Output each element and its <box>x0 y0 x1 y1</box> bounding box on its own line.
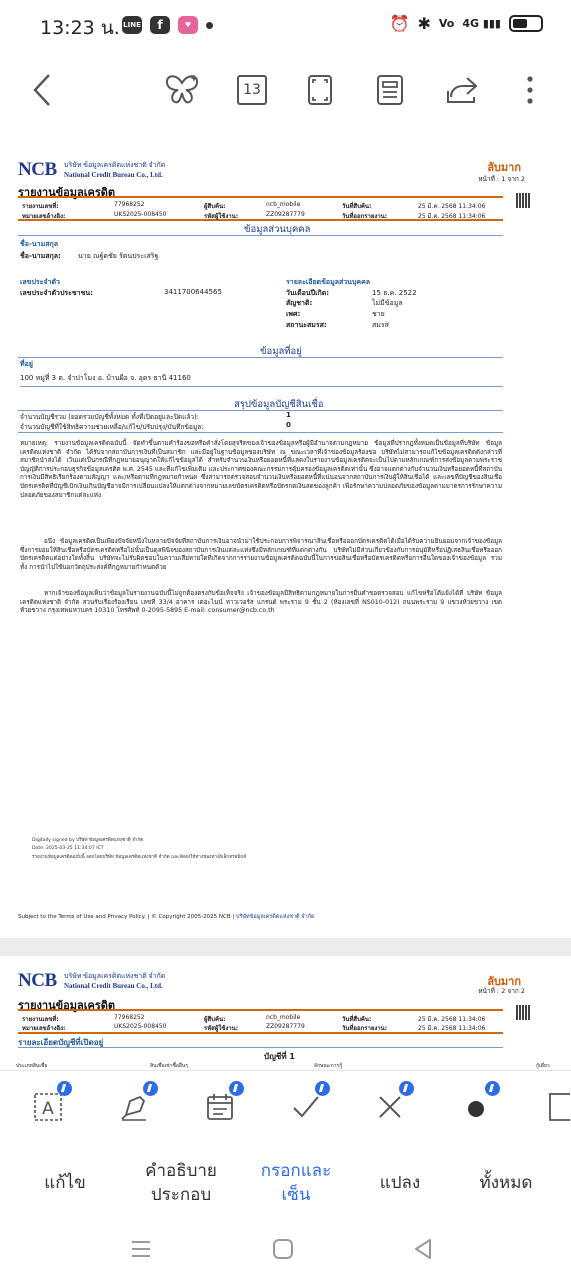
status-bar <box>0 0 571 52</box>
report-title: รายงานข้อมูลเครดิต <box>18 999 116 1012</box>
inquiry-date: 25 มี.ค. 2568 11:34:06 <box>418 1016 486 1023</box>
member-label: รหัสผู้ใช้งาน: <box>204 213 239 220</box>
annotation-toolbar <box>0 1070 571 1146</box>
confidential-label: ลับมาก <box>487 975 521 988</box>
barcode-icon <box>516 1005 531 1020</box>
inquiry-date: 25 มี.ค. 2568 11:34:06 <box>418 203 486 210</box>
cross-icon <box>376 1093 404 1121</box>
ref-label: หมายเลขอ้างอิง: <box>22 213 66 220</box>
line-app-icon: LINE <box>122 16 142 34</box>
back-button[interactable] <box>22 70 62 110</box>
member-label: รหัสผู้ใช้งาน: <box>204 1025 239 1032</box>
member-code: ZZ09287779 <box>266 1023 305 1030</box>
name-label: ชื่อ-นามสกุล: <box>20 252 61 260</box>
pdf-page-1 <box>0 130 571 938</box>
confidential-label: ลับมาก <box>487 161 521 174</box>
notification-icons <box>122 16 213 34</box>
premium-badge-icon <box>399 1081 414 1096</box>
inquirer-label: ผู้สืบค้น: <box>204 203 226 210</box>
tab-annotate[interactable]: คำอธิบาย ประกอบ <box>145 1161 217 1205</box>
triangle-back-icon <box>408 1234 438 1264</box>
facebook-app-icon: f <box>150 16 170 34</box>
premium-badge-icon <box>143 1081 158 1096</box>
dot-tool[interactable] <box>456 1087 496 1127</box>
inquiry-date-label: วันที่สืบค้น: <box>342 1016 372 1023</box>
personal-detail-heading: รายละเอียดข้อมูลส่วนบุคคล <box>286 278 371 286</box>
system-nav-bar <box>0 1220 571 1280</box>
partial-rectangle-icon <box>540 1092 570 1122</box>
report-no: 77968252 <box>114 1014 145 1021</box>
premium-badge-icon <box>229 1081 244 1096</box>
id-value: 3411700644565 <box>164 288 222 296</box>
birth-label: วันเดือนปีเกิด: <box>286 289 330 297</box>
report-date-label: วันที่ออกรายงาน: <box>342 213 388 220</box>
digital-signature-date: Date: 2025-03-25 11:34:07 ICT <box>32 846 104 851</box>
ncb-logo: NCB <box>18 970 57 991</box>
ai-assistant-button[interactable] <box>160 70 204 110</box>
page-number-label: หน้าที่ : 1 จาก 2 <box>478 175 525 183</box>
butterfly-icon <box>164 73 200 107</box>
section-divider <box>18 235 503 236</box>
volte-icon: Vo <box>438 17 455 30</box>
gender-value: ชาย <box>372 310 385 318</box>
tab-all[interactable]: ทั้งหมด <box>479 1173 533 1193</box>
disclaimer-paragraph-1: หมายเหตุ: รายงานข้อมูลเครดิตฉบับนี้ จัดทำขึ้นตามคำร้องขอหรือคำสั่งโดยสุจริตของเจ้าของข้อมูลหรือผู้มีอำนาจตามกฎหมาย ข้อมูลที่ปรากฏทั้งหมดเป็นข้อมูลที่บริษัท ข้อมูลเครดิตแห่งชาติ จำกัด ได้รับจากสถาบันการเงินที่เป็นสมาชิก และมีอยู่ในฐานข้อมูลของบริษัท ณ ขณะเวลาที่เจ้าของข้อมูลร้องขอ บริษัทไม่สามารถแก้ไขข้อมูลเครดิตดังกล่าวที่สมาชิกนำส่งได้ เว้นแต่เป็นกรณีที่กฎหมายอนุญาตให้แก้ไขข้อมูลได้ สำหรับจำนวนเงินหรือยอดหนี้ที่แสดงในรายงานข้อมูลเครดิตจะเป็นไปตามหลักเกณฑ์การส่งข้อมูลตามพระราชบัญญัติการประกอบธุรกิจข้อมูลเครดิต พ.ศ. 2545 และที่แก้ไขเพิ่มเติม และประกาศของคณะกรรมการคุ้มครองข้อมูลเครดิตเท่านั้น ซึ่งอาจแตกต่างกับจำนวนเงินหรือยอดหนี้ที่สถาบันการเงินมีสิทธิเรียกร้องตามสัญญา และ/หรือตามที่กฎหมายกำหนด ซึ่งสามารถตรวจสอบจำนวนเงินหรือยอดหนี้ที่แน่นอนจากสถาบันการเงินผู้ให้สินเชื่อได้ และเลขที่บัญชีของสินเชื่อบัตรเครดิตที่บัญชีเบิกเงินเกินบัญชีอาจมีการเปลี่ยนแปลงให้แตกต่างจากหมายเลขบัตรเครดิตหรือบัตรกดเงินสดของลูกค้า เพื่อรักษาความปลอดภัยของข้อมูลตามมาตรการรักษาความปลอดภัยของสมาชิกแต่ละแห่ง <box>20 440 502 499</box>
fullscreen-icon <box>307 74 333 106</box>
inquirer: ncb_mobile <box>266 201 301 208</box>
share-button[interactable] <box>440 70 484 110</box>
date-stamp-tool[interactable] <box>200 1087 240 1127</box>
page-count-button[interactable] <box>234 70 270 110</box>
barcode-icon <box>516 193 531 208</box>
document-lines-icon <box>376 74 404 106</box>
section-divider <box>18 1047 503 1048</box>
more-vertical-icon <box>526 75 534 105</box>
svg-text:A: A <box>42 1099 54 1119</box>
account-title: บัญชีที่ 1 <box>264 1052 295 1061</box>
id-heading: เลขประจำตัว <box>20 278 60 286</box>
nationality-label: สัญชาติ: <box>286 299 313 307</box>
pdf-viewer[interactable] <box>0 130 571 1070</box>
report-no-label: รายงานเลขที่: <box>22 1016 59 1023</box>
open-accounts-heading: รายละเอียดบัญชีที่เปิดอยู่ <box>18 1038 104 1047</box>
summary-row-value: 0 <box>286 421 291 429</box>
report-title: รายงานข้อมูลเครดิต <box>18 186 116 199</box>
pdf-page-2 <box>0 956 571 1070</box>
premium-badge-icon <box>57 1081 72 1096</box>
chevron-left-icon <box>31 73 53 107</box>
filled-dot-icon <box>464 1095 488 1119</box>
report-no-label: รายงานเลขที่: <box>22 203 59 210</box>
nationality-value: ไม่มีข้อมูล <box>372 299 403 307</box>
company-name-en: National Credit Bureau Co., Ltd. <box>64 171 163 179</box>
calendar-icon <box>205 1092 235 1122</box>
checkmark-icon <box>291 1092 321 1122</box>
ref-no: UKS2025-008450 <box>114 1023 167 1030</box>
pink-app-icon: ♥ <box>178 16 198 34</box>
cross-tool[interactable] <box>370 1087 410 1127</box>
summary-row-label: จำนวนบัญชีรวม (ยอดรวมบัญชีทั้งหมด ทั้งที่เปิดอยู่และปิดแล้ว): <box>20 413 199 421</box>
section-divider <box>18 357 503 358</box>
home-icon <box>268 1234 298 1264</box>
system-back-button[interactable] <box>408 1234 438 1264</box>
gender-label: เพศ: <box>286 310 301 318</box>
inquiry-date-label: วันที่สืบค้น: <box>342 203 372 210</box>
tab-edit[interactable]: แก้ไข <box>44 1173 86 1193</box>
digital-signature-line: Digitally signed by บริษัท ข้อมูลเครดิตแห่งชาติ จำกัด <box>32 838 144 843</box>
marital-label: สถานะสมรส: <box>286 321 327 329</box>
report-date-label: วันที่ออกรายงาน: <box>342 1025 388 1032</box>
summary-row-value: 1 <box>286 411 291 419</box>
fullscreen-button[interactable] <box>302 70 338 110</box>
member-code: ZZ09287779 <box>266 211 305 218</box>
alarm-icon: ⏰ <box>389 14 410 33</box>
more-tools[interactable] <box>540 1087 570 1127</box>
company-name-th: บริษัท ข้อมูลเครดิตแห่งชาติ จำกัด <box>64 972 166 980</box>
viewer-toolbar <box>0 60 571 120</box>
name-value: นาย ณฐ์ดชัย รัตนประเสริฐ <box>78 252 159 260</box>
ref-no: UKS2025-008450 <box>114 211 167 218</box>
section-address-title: ข้อมูลที่อยู่ <box>260 346 302 357</box>
account-col: สินเชื่อเช่าซื้ออื่นๆ <box>150 1063 188 1069</box>
status-time: 13:23 น. <box>40 17 120 39</box>
tab-fill-sign[interactable]: กรอกและ เซ็น <box>260 1161 332 1205</box>
address-heading: ที่อยู่ <box>20 360 33 368</box>
company-name-th: บริษัท ข้อมูลเครดิตแห่งชาติ จำกัด <box>64 161 166 169</box>
recent-apps-button[interactable] <box>126 1234 156 1264</box>
birth-value: 15 ธ.ค. 2522 <box>372 289 417 297</box>
disclaimer-paragraph-2: อนึ่ง ข้อมูลเครดิตเป็นเพียงปัจจัยหนึ่งในหลายปัจจัยที่สถาบันการเงินอาจนำมาใช้ประกอบการพิจารณาสินเชื่อหรือออกบัตรเครดิตได้เมื่อได้รับความยินยอมจากเจ้าของข้อมูล ซึ่งการยอมให้สินเชื่อหรือบัตรเครดิตหรือไม่นั้นเป็นดุลพินิจของสถาบันการเงินแต่ละแห่งซึ่งมีหลักเกณฑ์ที่แตกต่างกัน บริษัทไม่มีส่วนเกี่ยวข้องกับการอนุมัติหรือปฏิเสธสินเชื่อหรือออกบัตรเครดิตแต่อย่างใดทั้งสิ้น บริษัทจะไม่รับผิดชอบในความเสียหายใดที่เกิดจากการรายงานข้อมูลเครดิตฉบับนี้ในการขอสินเชื่อหรือบัตรเครดิตหรือการอื่นใดของเจ้าของข้อมูล รวมทั้ง การนำไปใช้นอกวัตถุประสงค์ที่กฎหมายกำหนดด้วย <box>20 538 502 571</box>
account-col: กู้เดี่ยว <box>536 1063 550 1069</box>
company-name-en: National Credit Bureau Co., Ltd. <box>64 982 163 990</box>
digital-signature-note: รายงานข้อมูลเครดิตฉบับนี้ ออกโดยบริษัท ข้อมูลเครดิตแห่งชาติ จำกัด และจัดส่งให้ทางช่องทางอิเล็กทรอนิกส์ <box>32 855 247 860</box>
disclaimer-paragraph-3: หากเจ้าของข้อมูลเห็นว่าข้อมูลในรายงานฉบับนี้ไม่ถูกต้องตรงกับข้อเท็จจริง เจ้าของข้อมูลมีสิทธิตามกฎหมายในการยื่นคำขอตรวจสอบ แก้ไขหรือโต้แย้งได้ที่ บริษัท ข้อมูลเครดิตแห่งชาติ จำกัด สวนรับเรื่องร้องเรียน เลขที่ 33/4 อาคาร เดอะไนน์ ทาวเวอร์ส แกรนด์ พระราม 9 ชั้น 2 (ห้องเลขที่ NS010-012) ถนนพระราม 9 แขวงห้วยขวาง เขตห้วยขวาง กรุงเทพมหานคร 10310 โทรศัพท์ 0-2095-5895 E-mail: consumer@ncb.co.th <box>20 590 502 615</box>
more-notifications-icon <box>206 22 213 29</box>
share-icon <box>445 75 479 105</box>
home-button[interactable] <box>268 1234 298 1264</box>
signature-tool[interactable] <box>114 1087 154 1127</box>
checkmark-tool[interactable] <box>286 1087 326 1127</box>
section-personal-title: ข้อมูลส่วนบุคคล <box>244 224 311 235</box>
section-summary-title: สรุปข้อมูลบัญชีสินเชื่อ <box>234 399 324 410</box>
premium-badge-icon <box>315 1081 330 1096</box>
report-date: 25 มี.ค. 2568 11:34:06 <box>418 213 486 220</box>
recent-apps-icon <box>126 1234 156 1264</box>
bottom-tabs <box>0 1146 571 1220</box>
page-footer <box>18 913 315 921</box>
battery-icon <box>509 15 543 32</box>
summary-row-label: จำนวนบัญชีที่ใช้สิทธิความช่วยเหลือ/แก้ไข/ปรับปรุง/บันทึกข้อมูล: <box>20 423 204 431</box>
footer-text: Subject to the Terms of Use and Privacy Policy. | © Copyright 2005-2025 NCB | <box>18 914 235 920</box>
premium-badge-icon <box>485 1081 500 1096</box>
ncb-logo: NCB <box>18 159 57 180</box>
footer-link[interactable]: บริษัทข้อมูลเครดิตแห่งชาติ จำกัด <box>235 914 315 920</box>
inquirer: ncb_mobile <box>266 1014 301 1021</box>
tab-convert[interactable]: แปลง <box>379 1173 421 1193</box>
reading-mode-button[interactable] <box>372 70 408 110</box>
account-col: ลักษณะการกู้ <box>314 1063 343 1069</box>
id-label: เลขประจำตัวประชาชน: <box>20 289 93 297</box>
more-options-button[interactable] <box>516 70 544 110</box>
text-box-tool[interactable] <box>28 1087 68 1127</box>
marital-value: สมรส <box>372 321 389 329</box>
system-icons <box>390 14 543 33</box>
report-date: 25 มี.ค. 2568 11:34:06 <box>418 1025 486 1032</box>
text-box-icon <box>33 1092 63 1122</box>
ref-label: หมายเลขอ้างอิง: <box>22 1025 66 1032</box>
fountain-pen-icon <box>118 1091 150 1123</box>
account-col: ประเภทสินเชื่อ <box>16 1063 48 1069</box>
section-divider <box>18 432 503 433</box>
signal-icon: 4G ▮▮▮ <box>462 17 501 30</box>
page-number-label: หน้าที่ : 2 จาก 2 <box>478 987 525 995</box>
page-count: 13 <box>237 75 267 105</box>
bluetooth-icon: ✱ <box>417 14 431 33</box>
address-value: 100 หมู่ที่ 3 ต. จำปาโมง อ. บ้านผือ จ. อุดร ธานี 41160 <box>20 373 503 387</box>
report-no: 77968252 <box>114 201 145 208</box>
name-heading: ชื่อ-นามสกุล <box>20 240 58 248</box>
inquirer-label: ผู้สืบค้น: <box>204 1016 226 1023</box>
